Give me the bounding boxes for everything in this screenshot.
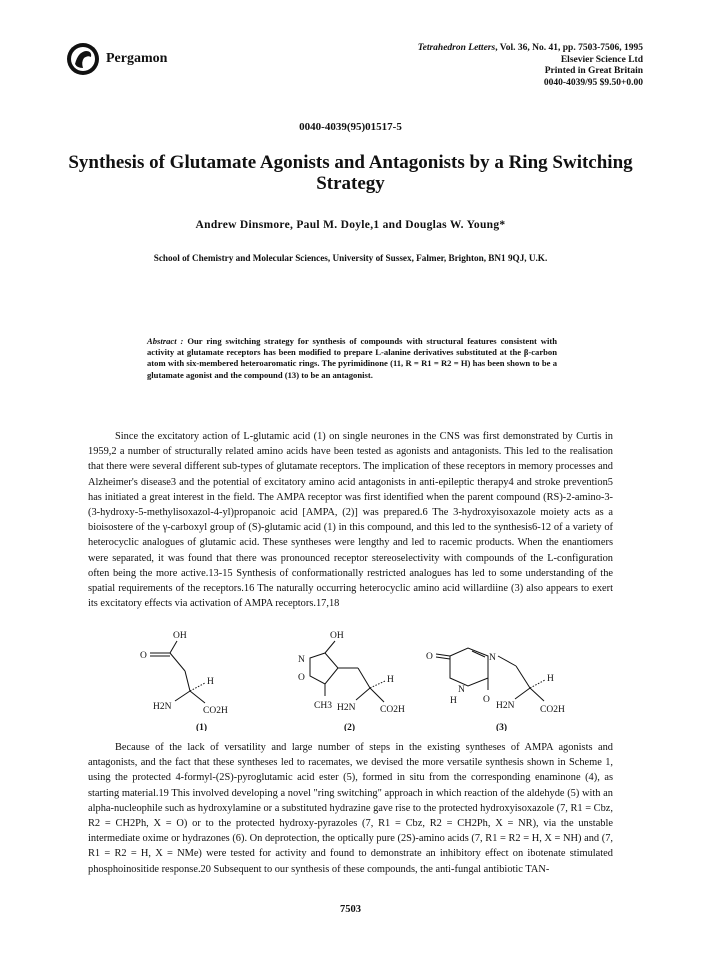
citation-block (418, 43, 643, 89)
paragraph-text: Since the excitatory action of L-glutamic acid (1) on single neurones in the CNS was first demonstrated by Curtis in 1959,2 a number of structurally related amino acids have been tested as agonists and antagonists. This led to the realisation that there were several different sub-types of glutamate receptors. The implication of these receptors in memory processes and Alzheimer's disease3 and the potential of excitatory amino acid antagonists in anti-epileptic therapy4 and stroke prevention5 has initiated a great interest in the field. The AMPA receptor was first identified when the parent compound (RS)-2-amino-3-(3-hydroxy-5-methylisoxazol-4-yl)propanoic acid [AMPA, (2)] was prepared.6 The 3-hydroxyisoxazole moiety acts as a bioisostere of the γ-carboxyl group of (S)-glutamic acid (1) in this compound, and this led to the synthesis6-12 of a variety of heterocyclic analogues of glutamic acid. These syntheses were lengthy and led to racemic products. When the enantiomers were separated, it was found that there was pronounced receptor stereoselectivity with compounds of the L-configuration often being the more active.13-15 Synthesis of conformationally restricted analogues has led to some understanding of the spatial requirements of the receptors.16 The naturally occurring heterocyclic amino acid willardiine (3) also appears to exert its excitatory effects via activation of AMPA receptors.17,18 (88, 431, 613, 610)
structure-1 (140, 631, 228, 716)
page-number: 7503 (340, 904, 361, 915)
body-paragraph-2 (88, 740, 613, 877)
pergamon-logo (66, 42, 100, 76)
atom-label: H2N (496, 701, 515, 711)
compound-label-3: (3) (496, 723, 508, 731)
structure-scheme (110, 626, 580, 731)
atom-label: H2N (153, 702, 172, 712)
atom-label: H (547, 674, 554, 684)
structure-3 (426, 648, 565, 715)
atom-label: OH (173, 631, 187, 641)
atom-label: H (207, 677, 214, 687)
author-list: Andrew Dinsmore, Paul M. Doyle,1 and Douglas W. Young* (195, 219, 506, 231)
article-identifier: 0040-4039(95)01517-5 (299, 121, 402, 133)
atom-label: OH (330, 631, 344, 641)
atom-label: N (489, 653, 496, 663)
compound-label-2: (2) (344, 723, 356, 731)
citation-publisher: Elsevier Science Ltd (560, 54, 643, 65)
atom-label: H (450, 696, 457, 706)
author-affiliation: School of Chemistry and Molecular Sciences, University of Sussex, Falmer, Brighton, BN1 9QJ, U.K. (153, 253, 548, 263)
paragraph-text: Because of the lack of versatility and large number of steps in the existing syntheses of AMPA agonists and antagonists, and the fact that these syntheses led to racemates, we devised the more versatile synthesis shown in Scheme 1, using the protected 4-formyl-(2S)-pyroglutamic acid ester (5), formed in situ from the corresponding enaminone (4), as starting material.19 This involved developing a novel "ring switching" approach in which reaction of the aldehyde (5) with an alpha-nucleophile such as hydroxylamine or a substituted hydrazine gave rise to the protected hydroxyisoxazole (7, R1 = Cbz, R2 = CH2Ph, X = O) or to the protected hydroxy-pyrazoles (7, R1 = Cbz, R2 = CH2Ph, X = NR), via the unstable intermediate oxime or hydrazones (6). On deprotection, the optically pure (2S)-amino acids (7, R1 = R2 = H, X = NH) and (7, R1 = R2 = H, X = NMe) were tested for activity and found to demonstrate an inhibitory effect on ibotenate stimulated phosphoinositide response.20 Subsequent to our synthesis of these compounds, the anti-fungal antibiotic TAN- (88, 742, 613, 875)
atom-label: H2N (337, 703, 356, 713)
abstract (147, 336, 557, 381)
atom-label: N (298, 655, 305, 665)
atom-label: O (298, 673, 305, 683)
atom-label: CO2H (380, 705, 405, 715)
atom-label: CO2H (540, 705, 565, 715)
atom-label: CH3 (314, 701, 332, 711)
atom-label: O (140, 651, 147, 661)
body-paragraph-1 (88, 429, 613, 611)
publisher-name: Pergamon (106, 51, 168, 66)
citation-volume: , Vol. 36, No. 41, pp. 7503-7506, 1995 (495, 43, 643, 53)
abstract-label: Abstract : (147, 336, 184, 346)
article-title: Synthesis of Glutamate Agonists and Antagonists by a Ring Switching Strategy (68, 152, 633, 194)
citation-issn: 0040-4039/95 $9.50+0.00 (543, 77, 643, 88)
compound-label-1: (1) (196, 723, 208, 731)
journal-name: Tetrahedron Letters (417, 43, 496, 53)
atom-label: N (458, 685, 465, 695)
atom-label: CO2H (203, 706, 228, 716)
atom-label: O (426, 652, 433, 662)
citation-printed: Printed in Great Britain (544, 66, 643, 76)
atom-label: H (387, 675, 394, 685)
abstract-text: Our ring switching strategy for synthesis of compounds with structural features consistent with activity at glutamate receptors has been modified to prepare L-alanine derivatives substituted at the β-carbon atom with six-membered heteroaromatic rings. The pyrimidinone (11, R = R1 = R2 = H) has been shown to be a glutamate agonist and the compound (13) to be an antagonist. (147, 336, 557, 380)
structure-2 (298, 631, 405, 715)
atom-label: O (483, 695, 490, 705)
